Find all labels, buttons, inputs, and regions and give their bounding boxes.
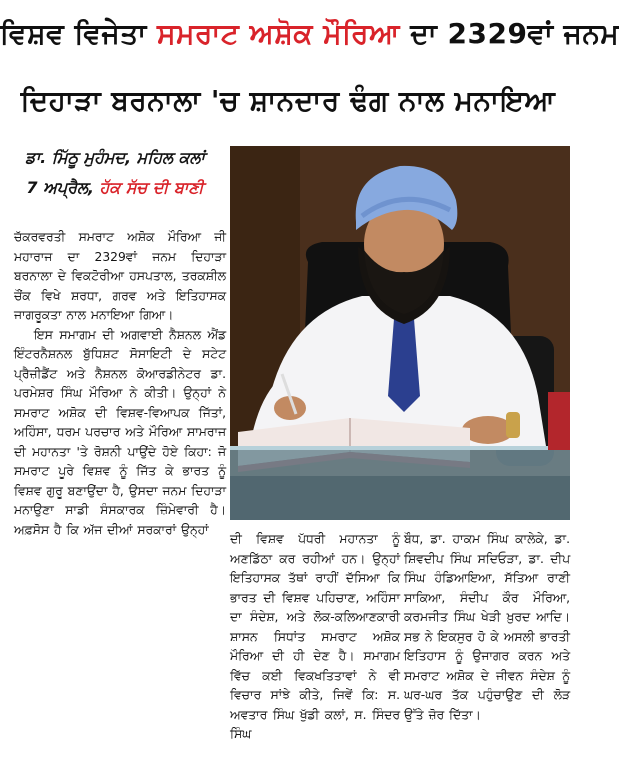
article-paragraph: ਦੀ ਵਿਸ਼ਵ ਪੱਧਰੀ ਮਹਾਨਤਾ ਨੂੰ ਅਣਡਿੱਠਾ ਕਰ ਰਹੀਆਂ ਹਨ। ਉਨ੍ਹਾਂ ਇਤਿਹਾਸਕ ਤੱਥਾਂ ਰਾਹੀਂ ਦੱਸਿਆ ਕਿ ਭਾਰਤ ਦੀ ਵਿਸ਼ਵ ਪਹਿਚਾਣ, ਅਹਿੰਸਾ ਦਾ ਸੰਦੇਸ਼, ਅਤੇ ਲੋਕ-ਕਲਿਆਣਕਾਰੀ ਸ਼ਾਸਨ ਸਿਧਾਂਤ ਸਮਰਾਟ ਅਸ਼ੋਕ ਮੌਰਿਆ ਦੀ ਹੀ ਦੇਣ ਹੈ। ਸਮਾਗਮ ਵਿੱਚ ਕਈ ਵਿਕਖਤਿਤਾਵਾਂ ਨੇ ਵੀ ਵਿਚਾਰ ਸਾਂਝੇ ਕੀਤੇ, ਜਿਵੇਂ ਕਿ: ਸ. ਅਵਤਾਰ ਸਿੰਘ ਖੁੱਡੀ ਕਲਾਂ, ਸ. ਸਿੰਦਰ ਸਿੰਘ xyxy=(230,532,400,741)
article-paragraph: ਚੱਕਰਵਰਤੀ ਸਮਰਾਟ ਅਸ਼ੋਕ ਮੌਰਿਆ ਜੀ ਮਹਾਰਾਜ ਦਾ 2329ਵਾਂ ਜਨਮ ਦਿਹਾੜਾ ਬਰਨਾਲਾ ਦੇ ਵਿਕਟੋਰੀਆ ਹਸਪਤਾਲ, ਤਰਕਸ਼ੀਲ ਚੌਂਕ ਵਿਖੇ ਸ਼ਰਧਾ, ਗਰਵ ਅਤੇ ਇਤਿਹਾਸਕ ਜਾਗਰੂਕਤਾ ਨਾਲ ਮਨਾਇਆ ਗਿਆ। xyxy=(14,230,226,322)
article-column-1 xyxy=(14,228,226,540)
article-column-2 xyxy=(230,530,400,745)
byline-dateline xyxy=(10,178,220,198)
dateline-date: 7 ਅਪ੍ਰੈਲ, xyxy=(26,178,100,197)
article-photo xyxy=(230,146,570,520)
article-paragraph: ਇਸ ਸਮਾਗਮ ਦੀ ਅਗਵਾਈ ਨੈਸ਼ਨਲ ਐਂਡ ਇੰਟਰਨੈਸ਼ਨਲ ਬੁੱਧਿਸ਼ਟ ਸੋਸਾਇਟੀ ਦੇ ਸਟੇਟ ਪ੍ਰੈਜ਼ੀਡੈਂਟ ਅਤੇ ਨੈਸ਼ਨਲ ਕੋਆਰਡੀਨੇਟਰ ਡਾ. ਪਰਮੇਸ਼ਰ ਸਿੰਘ ਮੌਰਿਆ ਨੇ ਕੀਤੀ। ਉਨ੍ਹਾਂ ਨੇ ਸਮਰਾਟ ਅਸ਼ੋਕ ਦੀ ਵਿਸ਼ਵ-ਵਿਆਪਕ ਜਿੱਤਾਂ, ਅਹਿੰਸਾ, ਧਰਮ ਪਰਚਾਰ ਅਤੇ ਮੌਰਿਆ ਸਾਮਰਾਜ ਦੀ ਮਹਾਨਤਾ 'ਤੇ ਰੋਸ਼ਨੀ ਪਾਉਂਦੇ ਹੋਏ ਕਿਹਾ: ਜੋ ਸਮਰਾਟ ਪੂਰੇ ਵਿਸ਼ਵ ਨੂੰ ਜਿੱਤ ਕੇ ਭਾਰਤ ਨੂੰ ਵਿਸ਼ਵ ਗੁਰੂ ਬਣਾਉਂਦਾ ਹੈ, ਉਸਦਾ ਜਨਮ ਦਿਹਾੜਾ ਮਨਾਉਣਾ ਸਾਡੀ ਸੰਸਕਾਰਕ ਜ਼ਿੰਮੇਵਾਰੀ ਹੈ। ਅਫ਼ਸੋਸ ਹੈ ਕਿ ਅੱਜ ਦੀਆਂ ਸਰਕਾਰਾਂ ਉਨ੍ਹਾਂ xyxy=(14,327,226,537)
photo-desk-edge xyxy=(230,446,570,450)
headline-line-2: ਦਿਹਾੜਾ ਬਰਨਾਲਾ 'ਚ ਸ਼ਾਨਦਾਰ ਢੰਗ ਨਾਲ ਮਨਾਇਆ xyxy=(20,84,556,117)
headline-line-1-end: ਦਾ 2329ਵਾਂ ਜਨਮ xyxy=(399,17,619,50)
article-paragraph: ਬੌਧ, ਡਾ. ਹਾਕਮ ਸਿੰਘ ਕਾਲੇਕੇ, ਡਾ. ਸ਼ਿਵਦੀਪ ਸਿੰਘ ਸਦਿਓੜਾ, ਡਾ. ਦੀਪ ਸਿੰਘ ਹੰਡਿਆਇਆ, ਸੱਤਿਆ ਰਾਣੀ ਸਾਕਿਆ, ਸੰਦੀਪ ਕੌਰ ਮੌਰਿਆ, ਕਰਮਜੀਤ ਸਿੰਘ ਖੇੜੀ ਖ਼ੁਰਦ ਆਦਿ। ਸਭ ਨੇ ਇਕਸੁਰ ਹੋ ਕੇ ਅਸਲੀ ਭਾਰਤੀ ਇਤਿਹਾਸ ਨੂੰ ਉਜਾਗਰ ਕਰਨ ਅਤੇ ਸਮਰਾਟ ਅਸ਼ੋਕ ਦੇ ਜੀਵਨ ਸੰਦੇਸ਼ ਨੂੰ ਘਰ-ਘਰ ਤੱਕ ਪਹੁੰਚਾਉਣ ਦੀ ਲੋੜ ਉੱਤੇ ਜ਼ੋਰ ਦਿੱਤਾ। xyxy=(404,532,570,722)
headline-line-1-start: ਵਿਸ਼ਵ ਵਿਜੇਤਾ xyxy=(0,17,157,50)
photo-folder xyxy=(548,392,570,450)
article-column-3 xyxy=(404,530,570,725)
headline-highlight: ਸਮਰਾਟ ਅਸ਼ੋਕ ਮੌਰਿਆ xyxy=(156,17,400,50)
dateline-paper: ਹੱਕ ਸੱਚ ਦੀ ਬਾਣੀ xyxy=(99,178,204,197)
photo-watch xyxy=(506,412,520,438)
byline-author: ਡਾ. ਮਿੱਠੂ ਮੁਹੰਮਦ, ਮਹਿਲ ਕਲਾਂ xyxy=(25,148,205,167)
headline-line-1 xyxy=(0,14,619,54)
photo-desk-reflection xyxy=(230,476,570,520)
man-in-turban-at-desk-photo xyxy=(230,146,570,520)
